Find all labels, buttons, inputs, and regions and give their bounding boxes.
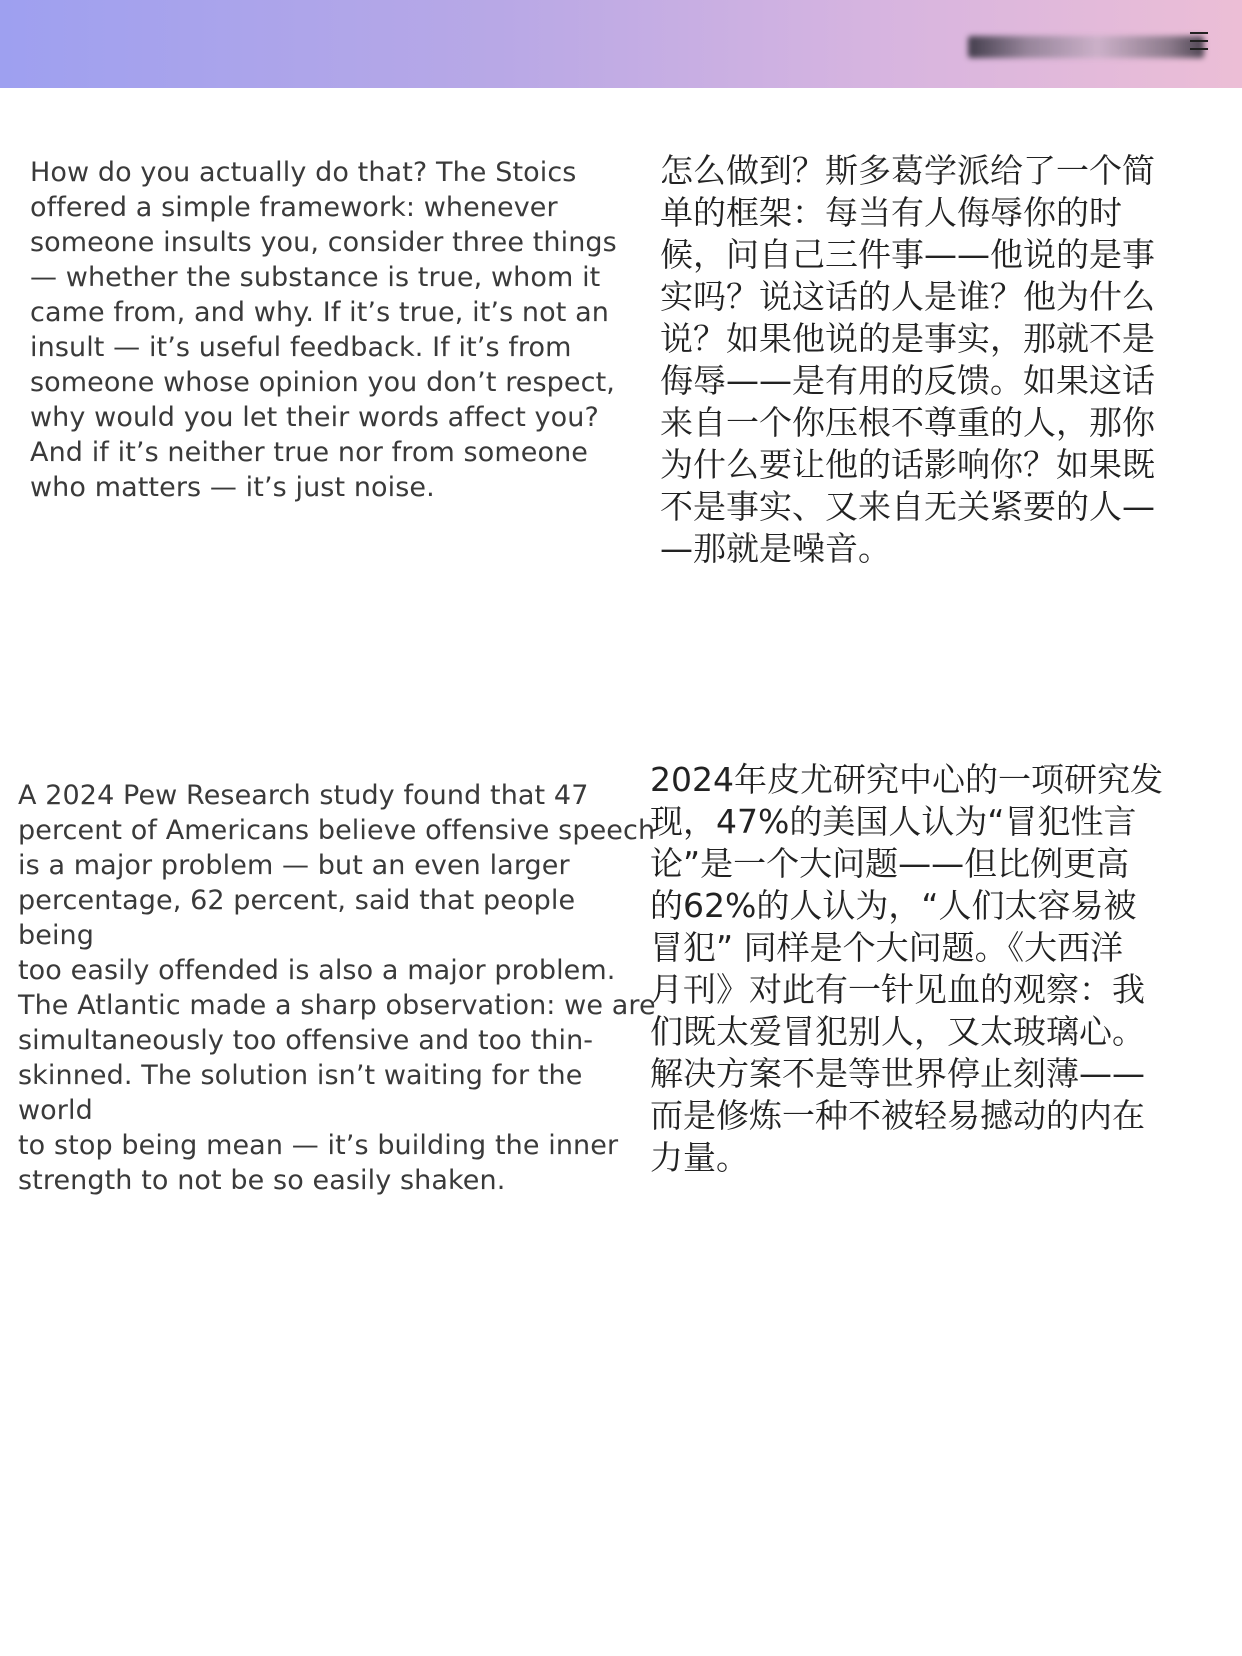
english-paragraph-2: A 2024 Pew Research study found that 47 percent of Americans believe offensive speech is a major problem — but an even larger percentage, 62 percent, said that people being too easily offended is also a major problem. The Atlantic made a sharp observation: we are simultaneously too offensive and too thin- skinned. The solution isn’t waiting for the world to stop being mean — it’s building the inner strength to not be so easily shaken. [18, 780, 656, 1196]
header-banner [0, 0, 1242, 88]
redacted-username [968, 36, 1204, 58]
menu-icon-bar [1190, 48, 1208, 50]
menu-icon[interactable] [1190, 32, 1208, 60]
menu-icon-bar [1190, 40, 1208, 42]
english-paragraph-1: How do you actually do that? The Stoics offered a simple framework: whenever someone insults you, consider three things — whether the substance is true, whom it came from, and why. If it’s true, it’s not an insult — it’s useful feedback. If it’s from someone whose opinion you don’t respect, why would you let their words affect you? And if it’s neither true nor from someone who matters — it’s just noise. [30, 157, 617, 503]
chinese-paragraph-2: 2024年皮尤研究中心的一项研究发 现，47%的美国人认为“冒犯性言 论”是一个大问题——但比例更高 的62%的人认为，“人们太容易被 冒犯” 同样是个大问题。《大西洋 月刊》对此有一针见血的观察：我 们既太爱冒犯别人，又太玻璃心。 解决方案不是等世界停止刻薄—— 而是修炼一种不被轻易撼动的内在 力量。 [650, 760, 1163, 1177]
chinese-paragraph-1: 怎么做到？斯多葛学派给了一个简 单的框架：每当有人侮辱你的时 候，问自己三件事——他说的是事 实吗？说这话的人是谁？他为什么 说？如果他说的是事实，那就不是 侮辱——是有用的反馈。如果这话 来自一个你压根不尊重的人，那你 为什么要让他的话影响你？如果既 不是事实、又来自无关紧要的人— —那就是噪音。 [660, 151, 1155, 568]
menu-icon-bar [1190, 32, 1208, 34]
